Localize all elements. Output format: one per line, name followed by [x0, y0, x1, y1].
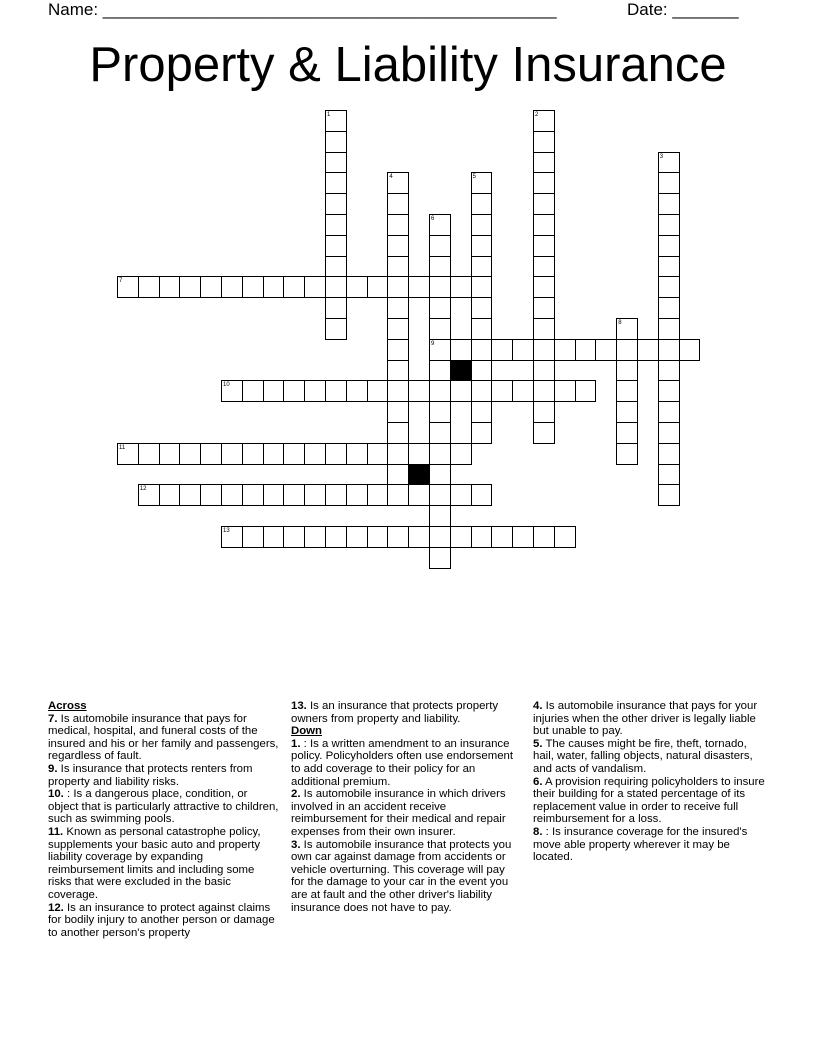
grid-cell[interactable]: [283, 526, 305, 548]
grid-cell[interactable]: [387, 401, 409, 423]
grid-cell[interactable]: [512, 526, 534, 548]
grid-cell[interactable]: [367, 443, 389, 465]
grid-cell[interactable]: [263, 484, 285, 506]
grid-cell[interactable]: [429, 297, 451, 319]
grid-cell[interactable]: [471, 380, 493, 402]
grid-cell[interactable]: [533, 339, 555, 361]
grid-cell[interactable]: [325, 443, 347, 465]
grid-cell[interactable]: [429, 401, 451, 423]
grid-cell[interactable]: [533, 276, 555, 298]
grid-cell[interactable]: [658, 339, 680, 361]
grid-cell[interactable]: [533, 235, 555, 257]
grid-cell[interactable]: [367, 484, 389, 506]
clue-number-label: 3: [659, 153, 664, 160]
grid-cell[interactable]: [450, 380, 472, 402]
grid-cell[interactable]: [159, 443, 181, 465]
grid-cell[interactable]: [387, 526, 409, 548]
grid-cell[interactable]: [242, 484, 264, 506]
grid-cell[interactable]: [242, 276, 264, 298]
down-heading: Down: [291, 725, 323, 738]
grid-cell[interactable]: [491, 339, 513, 361]
grid-cell[interactable]: [387, 464, 409, 486]
grid-cell[interactable]: [387, 276, 409, 298]
clue-number-label: 6: [431, 216, 435, 222]
grid-cell[interactable]: [221, 484, 243, 506]
grid-cell[interactable]: [429, 256, 451, 278]
grid-cell[interactable]: [408, 526, 430, 548]
grid-cell[interactable]: [471, 422, 493, 444]
grid-cell[interactable]: [325, 131, 347, 153]
grid-cell[interactable]: [263, 380, 285, 402]
grid-cell[interactable]: [554, 339, 576, 361]
grid-cell[interactable]: [616, 339, 638, 361]
grid-cell[interactable]: [533, 172, 555, 194]
grid-cell[interactable]: [242, 443, 264, 465]
grid-cell[interactable]: [658, 276, 680, 298]
grid-cell[interactable]: [616, 422, 638, 444]
grid-cell[interactable]: [387, 256, 409, 278]
grid-cell[interactable]: [533, 401, 555, 423]
clue-number-label: 13: [223, 528, 230, 534]
grid-cell[interactable]: [533, 526, 555, 548]
grid-cell[interactable]: [179, 443, 201, 465]
grid-cell[interactable]: [387, 193, 409, 215]
grid-cell[interactable]: [554, 526, 576, 548]
grid-cell[interactable]: [325, 235, 347, 257]
clue-across-13: 13. Is an insurance that protects property owners from property and liability.: [291, 700, 499, 725]
grid-cell[interactable]: [533, 256, 555, 278]
grid-cell[interactable]: [429, 318, 451, 340]
grid-cell[interactable]: [450, 443, 472, 465]
grid-cell[interactable]: [221, 276, 243, 298]
clue-down-6: 6. A provision requiring policyholders to insure their building for a stated percentage of its replacement value in order to receive full reimbursement for a loss.: [533, 775, 765, 826]
grid-cell[interactable]: [471, 297, 493, 319]
grid-cell[interactable]: [159, 484, 181, 506]
grid-cell[interactable]: [263, 443, 285, 465]
grid-cell[interactable]: [533, 360, 555, 382]
grid-cell[interactable]: [179, 276, 201, 298]
across-heading: Across: [48, 700, 87, 712]
grid-cell[interactable]: [408, 380, 430, 402]
grid-cell[interactable]: [575, 380, 597, 402]
grid-cell[interactable]: [200, 443, 222, 465]
clue-number-label: 8: [618, 320, 622, 326]
grid-cell[interactable]: [138, 443, 160, 465]
grid-cell[interactable]: [346, 526, 368, 548]
grid-cell[interactable]: [658, 464, 680, 486]
clue-across-7: 7. Is automobile insurance that pays for medical, hospital, and funeral costs of the insured and his or her family and passengers, regardless of fault.: [48, 712, 279, 763]
grid-cell[interactable]: [325, 256, 347, 278]
grid-cell[interactable]: [387, 360, 409, 382]
grid-cell[interactable]: [616, 380, 638, 402]
grid-cell[interactable]: [408, 484, 430, 506]
grid-cell[interactable]: [221, 443, 243, 465]
grid-cell[interactable]: [325, 193, 347, 215]
grid-cell[interactable]: [325, 318, 347, 340]
grid-cell[interactable]: [304, 484, 326, 506]
grid-cell[interactable]: [367, 526, 389, 548]
grid-cell[interactable]: [325, 172, 347, 194]
grid-cell[interactable]: [429, 235, 451, 257]
grid-cell[interactable]: [387, 318, 409, 340]
grid-cell[interactable]: [471, 276, 493, 298]
date-field-line: Date: _______: [627, 0, 739, 19]
grid-cell[interactable]: [387, 214, 409, 236]
grid-cell[interactable]: [616, 401, 638, 423]
grid-cell[interactable]: [242, 526, 264, 548]
grid-cell[interactable]: [658, 214, 680, 236]
grid-cell[interactable]: [263, 526, 285, 548]
grid-cell[interactable]: [658, 256, 680, 278]
grid-cell[interactable]: [387, 339, 409, 361]
grid-cell[interactable]: [346, 380, 368, 402]
grid-cell[interactable]: [471, 339, 493, 361]
clue-across-11: 11. Known as personal catastrophe policy, supplements your basic auto and property liability coverage by expanding reimbursement limits and including some risks that were excluded in the basic coverage.: [48, 825, 261, 901]
grid-cell[interactable]: [429, 547, 451, 569]
grid-cell[interactable]: [429, 443, 451, 465]
clue-number-label: 1: [327, 112, 331, 118]
grid-cell[interactable]: [283, 443, 305, 465]
grid-cell[interactable]: [346, 443, 368, 465]
clue-down-5: 5. The causes might be fire, theft, tornado, hail, water, falling objects, natural disasters, and acts of vandalism.: [533, 737, 753, 775]
grid-cell[interactable]: [637, 339, 659, 361]
clue-down-3: 3. Is automobile insurance that protects you own car against damage from accidents or vehicle overturning. This coverage will pay for the damage to your car in the event you are at fault and the other driver's liability insurance does not have to pay.: [291, 838, 512, 914]
grid-cell[interactable]: [471, 401, 493, 423]
grid-cell[interactable]: [471, 235, 493, 257]
grid-cell[interactable]: [429, 505, 451, 527]
grid-cell[interactable]: [304, 380, 326, 402]
grid-cell[interactable]: [512, 380, 534, 402]
grid-cell[interactable]: [533, 193, 555, 215]
grid-cell[interactable]: [387, 380, 409, 402]
clues-column-2: [291, 700, 521, 914]
grid-block: [408, 464, 429, 485]
clue-down-2: 2. Is automobile insurance in which drivers involved in an accident receive reimbursement for their medical and repair expenses from their own insurer.: [291, 788, 506, 838]
grid-cell[interactable]: [679, 339, 701, 361]
grid-cell[interactable]: [450, 276, 472, 298]
clue-number-label: 2: [535, 112, 539, 118]
name-field-line: Name: ________________________________________________: [48, 0, 557, 19]
grid-cell[interactable]: [595, 339, 617, 361]
grid-cell[interactable]: [387, 484, 409, 506]
grid-cell[interactable]: [346, 484, 368, 506]
grid-cell[interactable]: [658, 193, 680, 215]
grid-cell[interactable]: [533, 422, 555, 444]
grid-cell[interactable]: [283, 380, 305, 402]
grid-cell[interactable]: [491, 380, 513, 402]
grid-cell[interactable]: [283, 484, 305, 506]
grid-cell[interactable]: [429, 380, 451, 402]
grid-cell[interactable]: [471, 214, 493, 236]
grid-cell[interactable]: [658, 380, 680, 402]
grid-cell[interactable]: [658, 172, 680, 194]
grid-cell[interactable]: [159, 276, 181, 298]
grid-cell[interactable]: [471, 193, 493, 215]
grid-cell[interactable]: [471, 526, 493, 548]
grid-cell[interactable]: [283, 276, 305, 298]
grid-cell[interactable]: [346, 276, 368, 298]
clue-number-label: 10: [223, 382, 230, 389]
clue-number-label: 4: [389, 174, 393, 181]
clue-down-4: 4. Is automobile insurance that pays for your injuries when the other driver is legally liable but unable to pay.: [533, 700, 758, 738]
clue-number-label: 11: [119, 444, 126, 451]
grid-cell[interactable]: [533, 131, 555, 153]
grid-cell[interactable]: [263, 276, 285, 298]
grid-cell[interactable]: [429, 484, 451, 506]
grid-cell[interactable]: [658, 422, 680, 444]
grid-cell[interactable]: [658, 318, 680, 340]
grid-cell[interactable]: [429, 276, 451, 298]
grid-cell[interactable]: [533, 380, 555, 402]
grid-cell[interactable]: [429, 464, 451, 486]
grid-cell[interactable]: [325, 214, 347, 236]
grid-block: [450, 360, 471, 381]
grid-cell[interactable]: [138, 276, 160, 298]
grid-cell[interactable]: [325, 380, 347, 402]
grid-cell[interactable]: [471, 256, 493, 278]
grid-cell[interactable]: [200, 276, 222, 298]
grid-cell[interactable]: [325, 297, 347, 319]
grid-cell[interactable]: [179, 484, 201, 506]
grid-cell[interactable]: [491, 526, 513, 548]
clue-down-1: 1. : Is a written amendment to an insurance policy. Policyholders often use endorsement to add coverage to their policy for an additional premium.: [291, 737, 514, 788]
grid-cell[interactable]: [658, 360, 680, 382]
grid-cell[interactable]: [387, 422, 409, 444]
grid-cell[interactable]: [658, 484, 680, 506]
grid-cell[interactable]: [471, 360, 493, 382]
grid-cell[interactable]: [450, 484, 472, 506]
grid-cell[interactable]: [304, 526, 326, 548]
grid-cell[interactable]: [533, 297, 555, 319]
grid-cell[interactable]: [512, 339, 534, 361]
grid-cell[interactable]: [367, 276, 389, 298]
clues-column-3: [533, 700, 765, 864]
grid-cell[interactable]: [304, 276, 326, 298]
grid-cell[interactable]: [471, 484, 493, 506]
clues-column-1: [48, 700, 280, 939]
clue-number-label: 9: [431, 340, 435, 347]
grid-cell[interactable]: [242, 380, 264, 402]
grid-cell[interactable]: [575, 339, 597, 361]
clue-down-8: 8. : Is insurance coverage for the insured's move able property wherever it may be located.: [533, 825, 748, 864]
grid-cell[interactable]: [450, 526, 472, 548]
clue-across-9: 9. Is insurance that protects renters from property and liability risks.: [48, 762, 253, 788]
clue-number-label: 12: [139, 486, 147, 493]
clue-number-label: 5: [472, 174, 476, 181]
grid-cell[interactable]: [616, 360, 638, 382]
grid-cell[interactable]: [367, 380, 389, 402]
grid-cell[interactable]: [408, 443, 430, 465]
grid-cell[interactable]: [554, 380, 576, 402]
clue-across-10: 10. : Is a dangerous place, condition, or object that is particularly attractive to children, such as swimming pools.: [48, 788, 279, 826]
clue-across-12: 12. Is an insurance to protect against claims for bodily injury to another person or damage to another person's property: [48, 901, 275, 939]
grid-cell[interactable]: [325, 526, 347, 548]
grid-cell[interactable]: [304, 443, 326, 465]
grid-cell[interactable]: [658, 401, 680, 423]
grid-cell[interactable]: [616, 443, 638, 465]
grid-cell[interactable]: [200, 484, 222, 506]
grid-cell[interactable]: [387, 235, 409, 257]
grid-cell[interactable]: [325, 276, 347, 298]
grid-cell[interactable]: [533, 214, 555, 236]
grid-cell[interactable]: [658, 443, 680, 465]
grid-cell[interactable]: [471, 318, 493, 340]
grid-cell[interactable]: [387, 443, 409, 465]
grid-cell[interactable]: [429, 526, 451, 548]
grid-cell[interactable]: [533, 152, 555, 174]
grid-cell[interactable]: [658, 235, 680, 257]
grid-cell[interactable]: [387, 297, 409, 319]
grid-cell[interactable]: [325, 152, 347, 174]
grid-cell[interactable]: [429, 422, 451, 444]
grid-cell[interactable]: [450, 339, 472, 361]
grid-cell[interactable]: [658, 297, 680, 319]
clue-number-label: 7: [119, 278, 123, 285]
grid-cell[interactable]: [533, 318, 555, 340]
grid-cell[interactable]: [408, 276, 430, 298]
page-title: Property & Liability Insurance: [89, 38, 727, 92]
grid-cell[interactable]: [325, 484, 347, 506]
grid-cell[interactable]: [429, 360, 451, 382]
